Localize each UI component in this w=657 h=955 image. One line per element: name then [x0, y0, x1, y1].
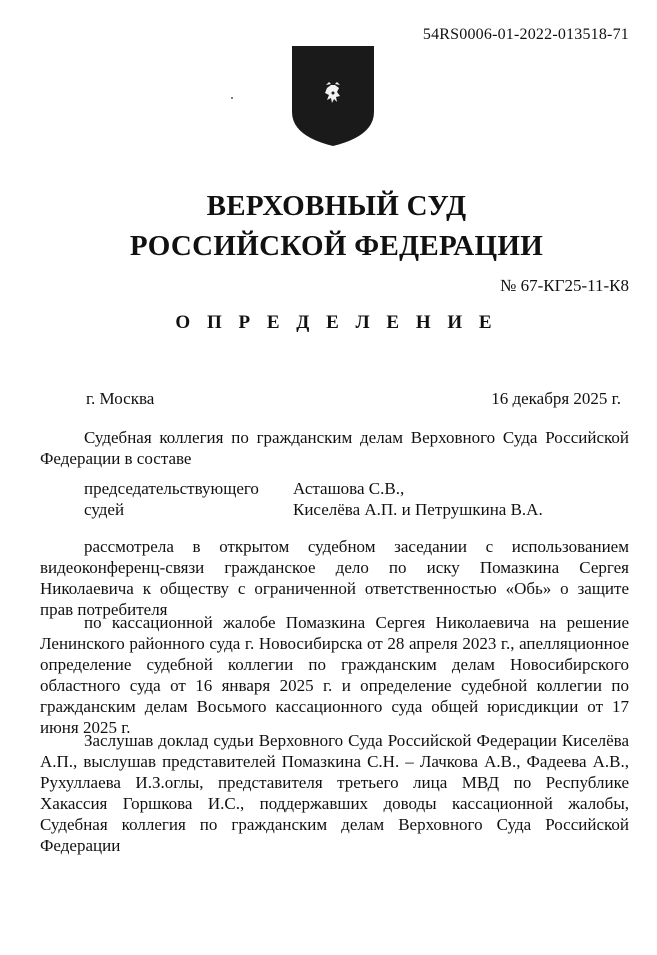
composition-row-judges	[84, 499, 543, 520]
decision-title: О П Р Е Д Е Л Е Н И Е	[175, 312, 498, 333]
appeal-paragraph: по кассационной жалобе Помазкина Сергея Николаевича на решение Ленинского районного суда г. Новосибирска от 28 апреля 2023 г., апелляционное определение судебной коллегии по гражданским делам Новосибирского областного суда от 16 января 2025 г. и определение судебной коллегии по гражданским делам Восьмого кассационного суда общей юрисдикции от 17 июня 2025 г.	[40, 613, 629, 737]
heard-paragraph: Заслушав доклад судьи Верховного Суда Российской Федерации Киселёва А.П., выслушав представителей Помазкина С.Н. – Лачкова А.В., Фадеева А.В., Рухуллаева И.З.оглы, представителя третьего лица МВД по Республике Хакассия Горшкова И.С., поддержавших доводы кассационной жалобы, Судебная коллегия по гражданским делам Верховного Суда Российской Федерации	[40, 731, 629, 855]
coat-of-arms-icon	[290, 44, 376, 148]
document-id: 54RS0006-01-2022-013518-71	[422, 26, 629, 43]
reviewed-paragraph: рассмотрела в открытом судебном заседании с использованием видеоконференц-связи гражданское дело по иску Помазкина Сергея Николаевича к обществу с ограниченной ответственностью «Обь» о защите прав потребителя	[40, 537, 629, 619]
composition-role: судей	[84, 500, 125, 519]
composition-role: председательствующего	[84, 479, 259, 498]
scan-speck	[231, 97, 233, 99]
composition-names: Асташова С.В.,	[293, 479, 405, 498]
case-number: № 67-КГ25-11-К8	[500, 276, 629, 295]
city: г. Москва	[86, 389, 155, 408]
court-composition	[84, 478, 543, 520]
court-title-line-1: ВЕРХОВНЫЙ СУД	[206, 190, 467, 222]
court-title-line-2: РОССИЙСКОЙ ФЕДЕРАЦИИ	[129, 230, 544, 262]
composition-row-presiding	[84, 478, 543, 499]
collegium-paragraph: Судебная коллегия по гражданским делам Верховного Суда Российской Федерации в составе	[40, 428, 629, 468]
composition-names: Киселёва А.П. и Петрушкина В.А.	[293, 500, 543, 519]
decision-date: 16 декабря 2025 г.	[491, 389, 621, 408]
